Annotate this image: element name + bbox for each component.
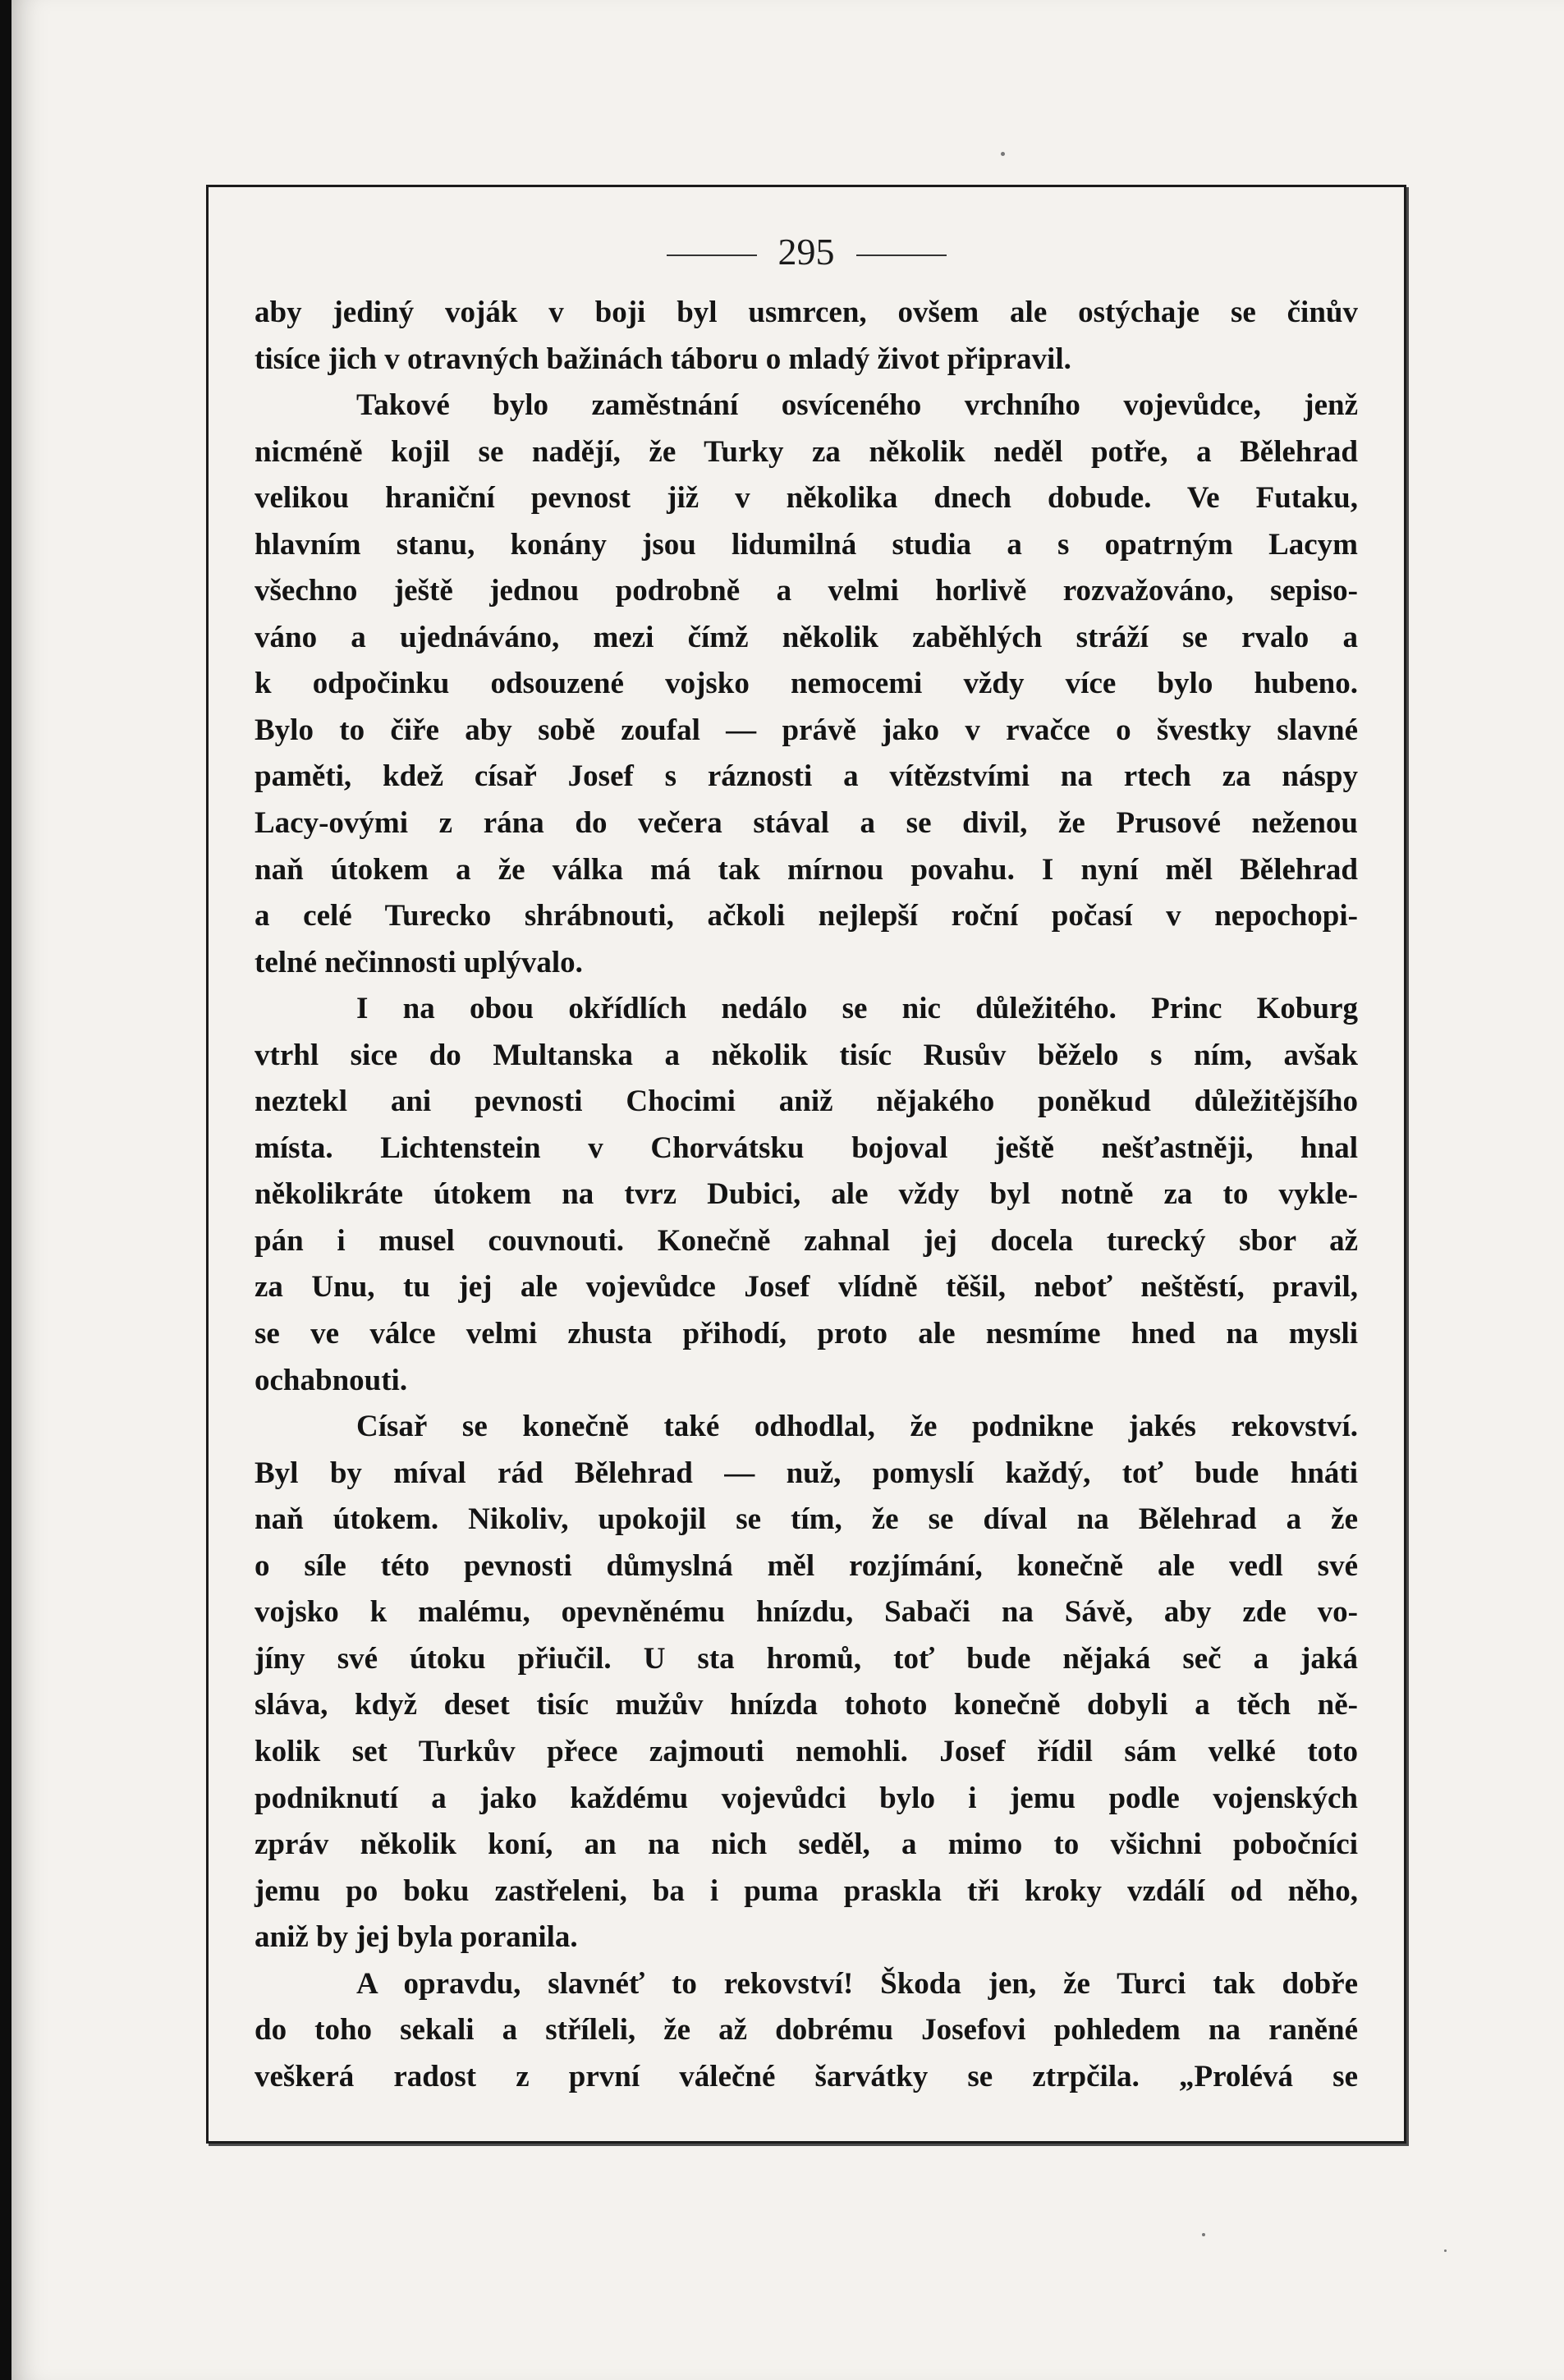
text-line: Lacy-ovými z rána do večera stával a se divil, že Prusové neženou <box>255 806 1358 841</box>
scan-speck <box>1202 2233 1205 2236</box>
text-line: Byl by míval rád Bělehrad — nuž, pomyslí každý, toť bude hnáti <box>255 1456 1358 1490</box>
text-line: kolik set Turkův přece zajmouti nemohli. Josef řídil sám velké toto <box>255 1734 1358 1768</box>
text-line: Císař se konečně také odhodlal, že podnikne jakés rekovství. <box>356 1410 1358 1444</box>
text-line: a celé Turecko shrábnouti, ačkoli nejlepší roční počasí v nepochopi- <box>255 899 1358 933</box>
header-rule-left <box>667 255 757 256</box>
page-header <box>209 230 1404 273</box>
text-line: aby jediný voják v boji byl usmrcen, ovšem ale ostýchaje se činův <box>255 296 1358 329</box>
text-line: vtrhl sice do Multanska a několik tisíc Rusův běželo s ním, avšak <box>255 1038 1358 1072</box>
text-line: velikou hraniční pevnost již v několika dnech dobude. Ve Futaku, <box>255 481 1358 516</box>
text-line: telné nečinnosti uplývalo. <box>255 945 583 979</box>
scan-speck <box>1001 152 1005 156</box>
page-frame <box>206 185 1406 2144</box>
text-line: váno a ujednáváno, mezi čímž několik zaběhlých stráží se rvalo a <box>255 620 1358 654</box>
text-line: tisíce jich v otravných bažinách táboru o mladý život připravil. <box>255 342 1071 376</box>
text-line: aniž by jej byla poranila. <box>255 1920 578 1955</box>
text-line: zpráv několik koní, an na nich seděl, a mimo to všichni pobočníci <box>255 1827 1358 1862</box>
text-line: Takové bylo zaměstnání osvíceného vrchního vojevůdce, jenž <box>356 388 1358 423</box>
text-line: hlavním stanu, konány jsou lidumilná studia a s opatrným Lacym <box>255 527 1358 562</box>
text-line: vojsko k malému, opevněnému hnízdu, Sabači na Sávě, aby zde vo- <box>255 1595 1358 1630</box>
text-line: naň útokem. Nikoliv, upokojil se tím, že se díval na Bělehrad a že <box>255 1502 1358 1537</box>
scan-speck <box>1444 2249 1447 2252</box>
text-line: několikráte útokem na tvrz Dubici, ale vždy byl notně za to vykle- <box>255 1177 1358 1212</box>
text-line: místa. Lichtenstein v Chorvátsku bojoval ještě nešťastněji, hnal <box>255 1130 1358 1165</box>
text-line: naň útokem a že válka má tak mírnou povahu. I nyní měl Bělehrad <box>255 852 1358 887</box>
text-line: paměti, kdež císař Josef s ráznosti a vítězstvími na rtech za náspy <box>255 759 1358 794</box>
text-line: nicméně kojil se nadějí, že Turky za několik neděl potře, a Bělehrad <box>255 434 1358 469</box>
text-line: veškerá radost z první válečné šarvátky se ztrpčila. „Prolévá se <box>255 2059 1358 2093</box>
text-line: podniknutí a jako každému vojevůdci bylo i jemu podle vojenských <box>255 1781 1358 1815</box>
text-line: o síle této pevnosti důmyslná měl rozjímání, konečně ale vedl své <box>255 1548 1358 1583</box>
text-line: sláva, když deset tisíc mužův hnízda tohoto konečně dobyli a těch ně- <box>255 1688 1358 1722</box>
page-number: 295 <box>777 231 835 273</box>
header-rule-right <box>856 255 947 256</box>
text-line: pán i musel couvnouti. Konečně zahnal jej docela turecký sbor až <box>255 1223 1358 1258</box>
text-line: I na obou okřídlích nedálo se nic důležitého. Princ Koburg <box>356 992 1358 1026</box>
text-line: k odpočinku odsouzené vojsko nemocemi vždy více bylo hubeno. <box>255 667 1358 701</box>
text-line: ochabnouti. <box>255 1363 408 1397</box>
body-text <box>255 290 1358 2100</box>
text-line: se ve válce velmi zhusta přihodí, proto ale nesmíme hned na mysli <box>255 1317 1358 1351</box>
text-line: neztekl ani pevnosti Chocimi aniž nějakého poněkud důležitějšího <box>255 1085 1358 1119</box>
text-line: A opravdu, slavnéť to rekovství! Škoda jen, že Turci tak dobře <box>356 1966 1358 2001</box>
scanned-page <box>11 0 1564 2380</box>
text-line: Bylo to čiře aby sobě zoufal — právě jako v rvačce o švestky slavné <box>255 713 1358 747</box>
text-line: jemu po boku zastřeleni, ba i puma praskla tři kroky vzdálí od něho, <box>255 1873 1358 1908</box>
text-line: všechno ještě jednou podrobně a velmi horlivě rozvažováno, sepiso- <box>255 574 1358 608</box>
text-line: jíny své útoku přiučil. U sta hromů, toť bude nějaká seč a jaká <box>255 1641 1358 1676</box>
text-line: do toho sekali a stříleli, že až dobrému Josefovi pohledem na raněné <box>255 2013 1358 2048</box>
text-line: za Unu, tu jej ale vojevůdce Josef vlídně těšil, neboť neštěstí, pravil, <box>255 1270 1358 1305</box>
